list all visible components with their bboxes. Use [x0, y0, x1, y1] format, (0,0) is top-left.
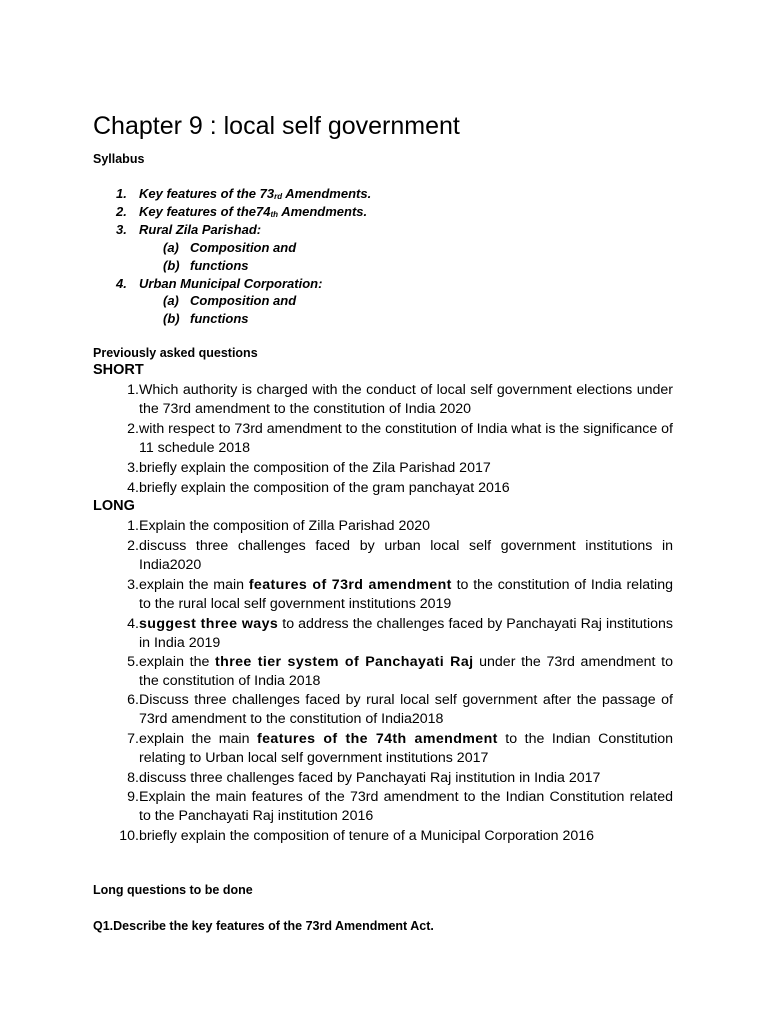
question-text — [139, 459, 673, 478]
question-text-part: briefly explain the composition of the gram panchayat 2016 — [139, 480, 510, 496]
question-text-emphasis: features of 73rd amendment — [248, 577, 452, 593]
question-text-emphasis: three tier system of Panchayati Raj — [215, 654, 474, 670]
question-text-part: with respect to 73rd amendment to the constitution of India what is the significance of 11 schedule 2018 — [139, 421, 673, 457]
syllabus-item-number: 3. — [116, 222, 127, 237]
long-question — [115, 691, 673, 730]
short-question — [115, 479, 673, 498]
syllabus-heading: Syllabus — [93, 152, 145, 166]
syllabus-item-number: 2. — [116, 204, 127, 219]
syllabus-item-number: (b) — [163, 258, 180, 273]
question-text — [139, 691, 673, 730]
syllabus-item-number: 1. — [116, 186, 127, 201]
long-question — [115, 730, 673, 769]
question-number: 4. — [127, 480, 139, 496]
question-text-part: explain the main — [139, 731, 258, 747]
question-text — [139, 479, 673, 498]
question-number: 8. — [127, 770, 139, 786]
question-text-part: explain the main — [139, 577, 249, 593]
question-number: 7. — [127, 731, 139, 747]
question-number: 4. — [127, 616, 139, 632]
question-text-part: briefly explain the composition of the Zila Parishad 2017 — [139, 460, 491, 476]
syllabus-item-text: Composition and — [190, 240, 297, 255]
syllabus-item-text: functions — [190, 311, 249, 326]
question-text — [139, 576, 673, 615]
question-text-emphasis: suggest three ways — [139, 616, 279, 632]
question-number: 10. — [119, 828, 139, 844]
question-text-part: to the constitution of India relating to the rural local self government institutions 2019 — [139, 577, 673, 613]
syllabus-item-text-part: Key features of the 73 — [139, 186, 275, 201]
question-text-part: discuss three challenges faced by urban local self government institutions in India2020 — [139, 538, 673, 574]
long-question — [115, 615, 673, 654]
syllabus-item-text — [139, 203, 367, 223]
syllabus-item-ordinal: th — [270, 210, 279, 219]
question-text — [139, 537, 673, 576]
syllabus-item-text-part: Key features of the74 — [139, 204, 271, 219]
syllabus-item-text-part: Amendments. — [282, 186, 372, 201]
long-question — [115, 537, 673, 576]
question-number: 3. — [127, 460, 139, 476]
question-text-part: discuss three challenges faced by Panchayati Raj institution in India 2017 — [139, 770, 601, 786]
question-text — [139, 653, 673, 692]
question-text — [139, 615, 673, 654]
long-question — [115, 788, 673, 827]
question-text-part: to the Indian Constitution relating to Urban local self government institutions 2017 — [139, 731, 674, 767]
short-heading: SHORT — [93, 362, 144, 378]
previous-questions-heading: Previously asked questions — [93, 346, 258, 360]
long-question — [115, 517, 673, 536]
question-text — [139, 517, 673, 536]
question-text-part: to address the challenges faced by Panchayati Raj institutions in India 2019 — [139, 616, 673, 652]
question-number: 2. — [127, 421, 139, 437]
long-question — [115, 827, 673, 846]
question-text-part: Which authority is charged with the conduct of local self government elections under the 73rd amendment to the constitution of India 2020 — [139, 382, 673, 418]
question-text — [139, 788, 673, 827]
question-text — [139, 381, 673, 420]
syllabus-item-number: (a) — [163, 293, 179, 308]
syllabus-item-text: functions — [190, 258, 249, 273]
syllabus-item-text: Rural Zila Parishad: — [139, 222, 262, 237]
question-number: 6. — [127, 692, 139, 708]
syllabus-item-number: (a) — [163, 240, 179, 255]
syllabus-item-ordinal: rd — [274, 192, 283, 201]
short-question — [115, 381, 673, 420]
long-question — [115, 576, 673, 615]
syllabus-item-text-part: Amendments. — [278, 204, 368, 219]
question-text — [139, 827, 673, 846]
short-question — [115, 420, 673, 459]
question-text-emphasis: features of the 74th amendment — [257, 731, 498, 747]
question-number: 3. — [127, 577, 139, 593]
long-question — [115, 653, 673, 692]
syllabus-item-text: Urban Municipal Corporation: — [139, 276, 323, 291]
question-q1: Q1.Describe the key features of the 73rd Amendment Act. — [93, 919, 434, 933]
question-number: 9. — [127, 789, 139, 805]
syllabus-item-text — [139, 185, 371, 205]
long-questions-todo-heading: Long questions to be done — [93, 883, 253, 897]
question-number: 2. — [127, 538, 139, 554]
syllabus-item-number: (b) — [163, 311, 180, 326]
long-heading: LONG — [93, 498, 135, 514]
short-question — [115, 459, 673, 478]
syllabus-item-text: Composition and — [190, 293, 297, 308]
question-text-part: Discuss three challenges faced by rural local self government after the passage of 73rd amendment to the constitution of India2018 — [139, 692, 673, 728]
question-text-part: Explain the main features of the 73rd amendment to the Indian Constitution related to the Panchayati Raj institution 2016 — [139, 789, 673, 825]
question-text-part: Explain the composition of Zilla Parishad 2020 — [139, 518, 431, 534]
syllabus-item-number: 4. — [116, 276, 127, 291]
question-text-part: explain the — [139, 654, 216, 670]
question-text-part: briefly explain the composition of tenure of a Municipal Corporation 2016 — [139, 828, 595, 844]
question-number: 1. — [127, 518, 139, 534]
question-text — [139, 730, 673, 769]
page-title: Chapter 9 : local self government — [93, 112, 460, 140]
long-question — [115, 769, 673, 788]
question-number: 1. — [127, 382, 139, 398]
question-number: 5. — [127, 654, 139, 670]
question-text-part: under the 73rd amendment to the constitution of India 2018 — [139, 654, 673, 690]
question-text — [139, 420, 673, 459]
question-text — [139, 769, 673, 788]
